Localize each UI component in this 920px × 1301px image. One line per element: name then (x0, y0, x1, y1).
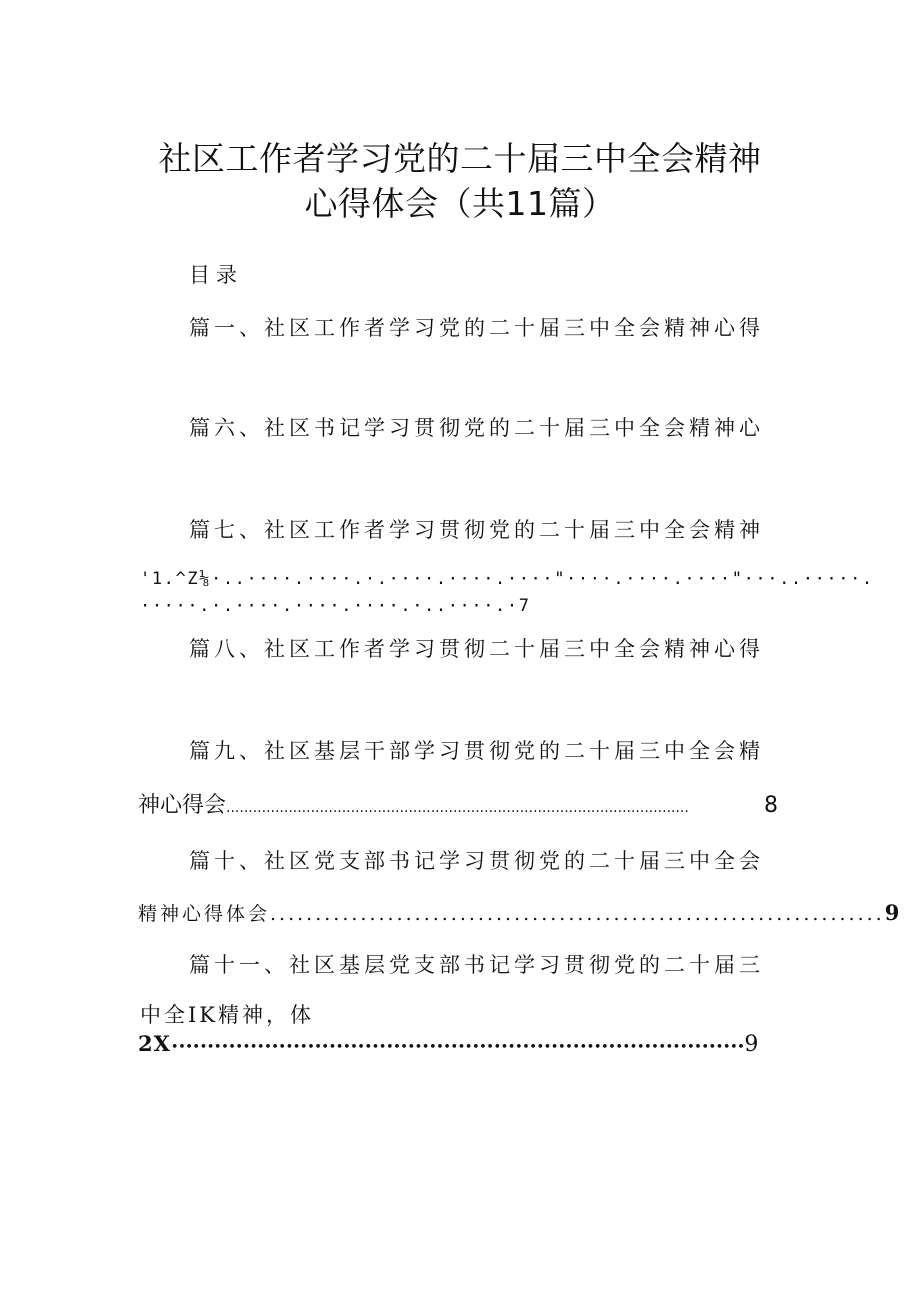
toc-entry-10-text: 精神心得体会 (138, 903, 271, 925)
page-number: 8 (764, 793, 778, 818)
bullet-leader: •••••••••••••••••••••••••••••••••••••••••••••••••••••••••••••••••••••••••••••••• (170, 1040, 745, 1055)
page-number: 9 (744, 1032, 759, 1057)
dot-leader: .................................................................... (270, 903, 885, 925)
document-title-line-2: 心得体会（共11篇） (304, 184, 616, 223)
page-number: 9 (884, 900, 900, 925)
toc-entry-9-continuation[interactable] (138, 791, 778, 823)
toc-entry-7-leader-page: ·····.·.····.····.····.·..····.·7 (140, 596, 531, 616)
toc-entry-9-text: 神心得会 (138, 793, 227, 818)
toc-entry-6[interactable]: 篇六、社区书记学习贯彻党的二十届三中全会精神心 (189, 416, 764, 440)
toc-entry-11-line-2: 中全IK精神，体 (140, 1003, 314, 1027)
toc-entry-7[interactable]: 篇七、社区工作者学习贯彻党的二十届三中全会精神 (189, 518, 764, 542)
document-title-line-1: 社区工作者学习党的二十届三中全会精神 (158, 139, 762, 178)
dot-leader: ........................................................................................................ (226, 800, 689, 816)
toc-entry-11-continuation[interactable] (138, 1030, 759, 1062)
toc-entry-9[interactable]: 篇九、社区基层干部学习贯彻党的二十届三中全会精 (189, 739, 764, 763)
toc-entry-10[interactable]: 篇十、社区党支部书记学习贯彻党的二十届三中全会 (189, 849, 764, 873)
toc-entry-8[interactable]: 篇八、社区工作者学习贯彻二十届三中全会精神心得 (189, 637, 764, 661)
toc-entry-7-leader-line: '1.^Z⅛·..····.····.·.····.····.····"····.····.····"···..·····. (140, 569, 874, 589)
toc-entry-11-text: 2X (138, 1031, 171, 1056)
toc-heading: 目录 (189, 263, 243, 287)
toc-entry-11[interactable]: 篇十一、社区基层党支部书记学习贯彻党的二十届三 (189, 953, 764, 977)
toc-entry-1[interactable]: 篇一、社区工作者学习党的二十届三中全会精神心得 (189, 316, 764, 340)
toc-entry-10-continuation[interactable] (138, 900, 900, 927)
